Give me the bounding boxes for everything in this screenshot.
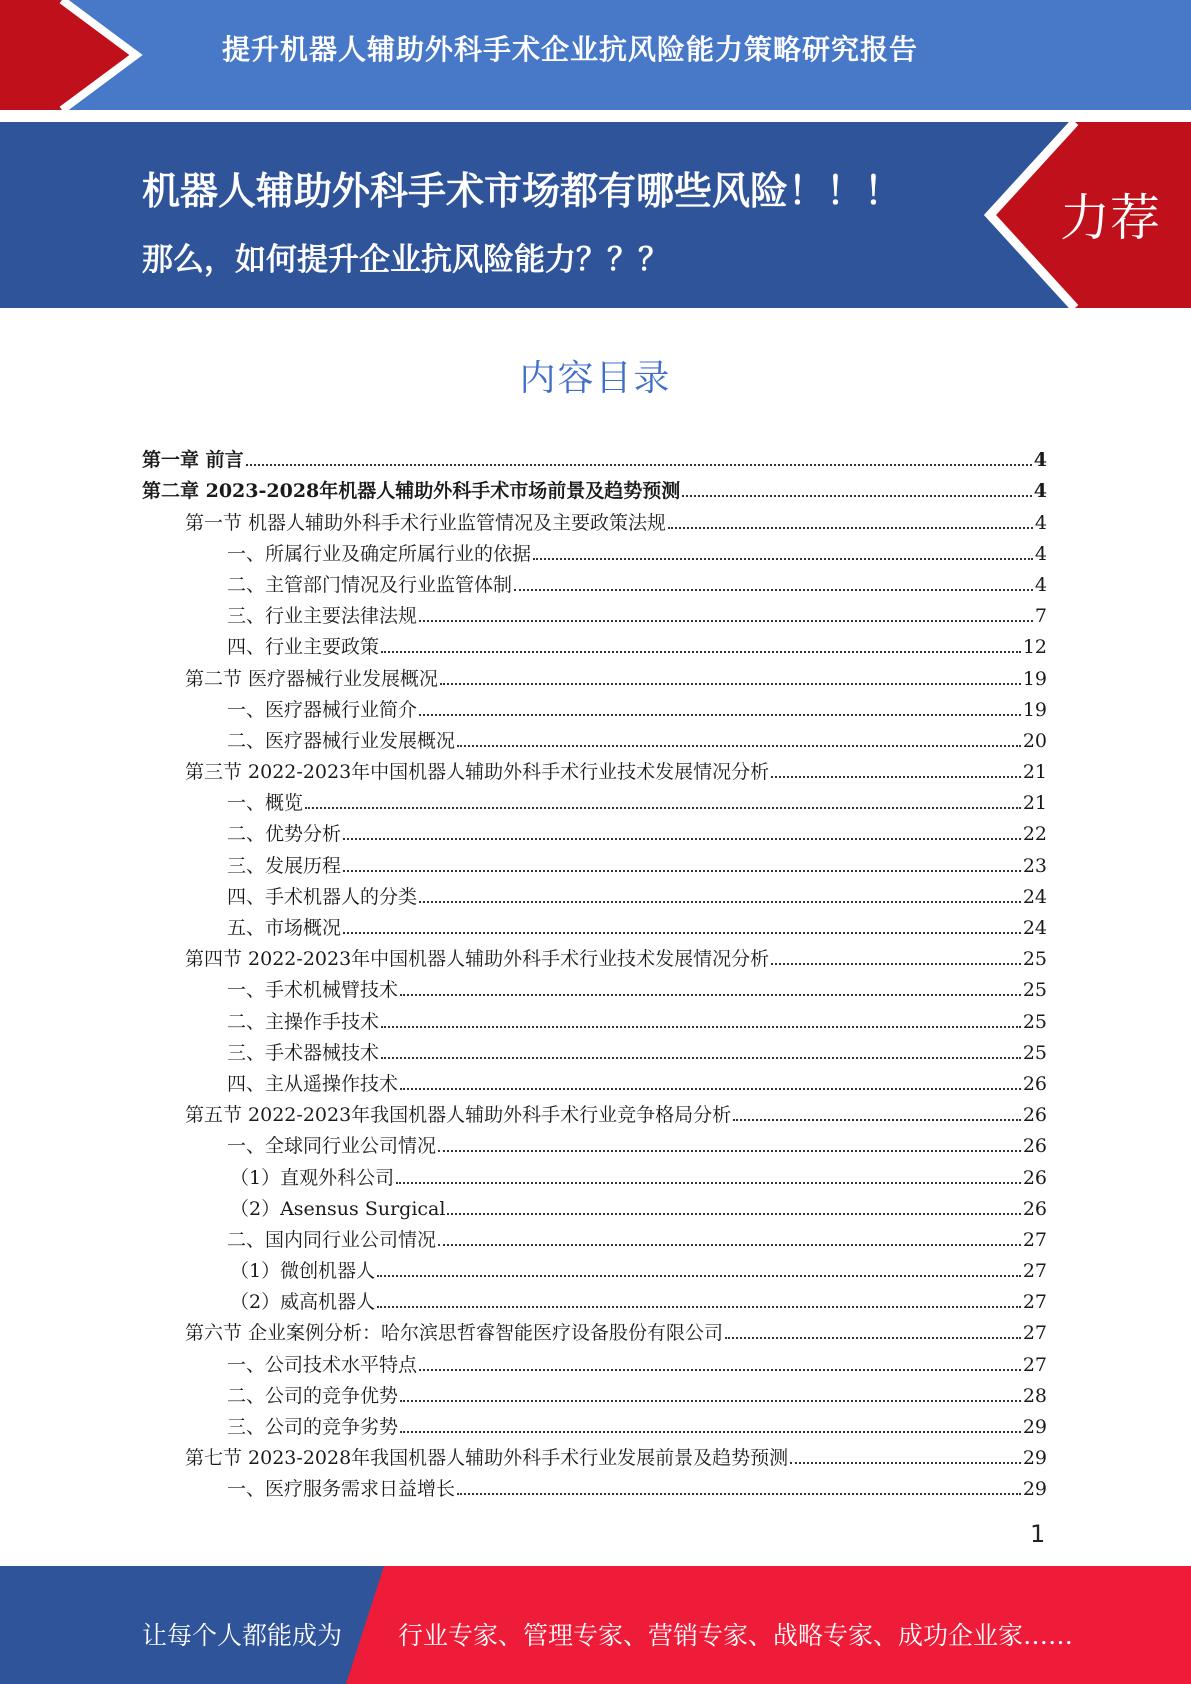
toc-entry[interactable] xyxy=(142,533,1047,564)
toc-leader-dots xyxy=(533,558,1033,560)
toc-entry[interactable] xyxy=(142,595,1047,626)
toc-entry-page: 26 xyxy=(1022,1135,1047,1158)
toc-entry-label: 二、公司的竞争优势 xyxy=(227,1384,399,1407)
toc-entry-label: 二、主操作手技术 xyxy=(227,1010,380,1033)
hero-headline: 机器人辅助外科手术市场都有哪些风险！！！ xyxy=(142,169,903,213)
toc-entry-page: 27 xyxy=(1022,1260,1047,1283)
toc-entry-page: 29 xyxy=(1022,1447,1047,1470)
toc-entry[interactable] xyxy=(142,1125,1047,1156)
toc-entry[interactable] xyxy=(142,1250,1047,1281)
toc-leader-dots xyxy=(305,807,1021,809)
toc-entry[interactable] xyxy=(142,782,1047,813)
toc-entry-page: 26 xyxy=(1022,1104,1047,1127)
toc-entry-label: 一、全球同行业公司情况 xyxy=(227,1135,437,1158)
toc-entry-label: 第四节 2022-2023年中国机器人辅助外科手术行业技术发展情况分析 xyxy=(185,948,770,971)
toc-entry[interactable] xyxy=(142,1281,1047,1312)
toc-entry-page: 29 xyxy=(1022,1478,1047,1501)
top-banner xyxy=(0,0,1191,110)
toc-entry-page: 19 xyxy=(1022,667,1047,690)
toc-entry[interactable] xyxy=(142,1343,1047,1374)
toc-leader-dots xyxy=(400,1400,1021,1402)
toc-entry-page: 4 xyxy=(1033,480,1047,503)
toc-leader-dots xyxy=(377,1306,1021,1308)
toc-leader-dots xyxy=(457,745,1021,747)
toc-entry[interactable] xyxy=(142,564,1047,595)
toc-leader-dots xyxy=(400,1431,1021,1433)
page-number: 1 xyxy=(1030,1520,1046,1548)
toc-entry-page: 25 xyxy=(1022,1041,1047,1064)
toc-leader-dots xyxy=(419,1369,1021,1371)
toc-leader-dots xyxy=(381,651,1021,653)
toc-entry-page: 4 xyxy=(1033,449,1047,472)
toc-entry-label: 第一节 机器人辅助外科手术行业监管情况及主要政策法规 xyxy=(185,511,667,534)
toc-entry-label: 二、医疗器械行业发展概况 xyxy=(227,729,456,752)
toc-entry-page: 12 xyxy=(1022,636,1047,659)
toc-entry-label: （1）微创机器人 xyxy=(230,1260,376,1283)
toc-leader-dots xyxy=(438,1244,1021,1246)
toc-entry[interactable] xyxy=(142,1032,1047,1063)
toc-leader-dots xyxy=(343,838,1021,840)
toc-leader-dots xyxy=(790,1462,1021,1464)
toc-entry[interactable] xyxy=(142,470,1047,501)
toc-entry-label: 二、主管部门情况及行业监管体制 xyxy=(227,573,513,596)
toc-entry-page: 4 xyxy=(1034,573,1047,596)
toc-leader-dots xyxy=(419,620,1033,622)
recommend-badge: 力荐 xyxy=(1060,189,1160,247)
toc-entry-label: 四、行业主要政策 xyxy=(227,636,380,659)
toc-entry-label: 第五节 2022-2023年我国机器人辅助外科手术行业竞争格局分析 xyxy=(185,1104,732,1127)
toc-entry-page: 21 xyxy=(1022,792,1047,815)
toc-entry-page: 24 xyxy=(1022,917,1047,939)
footer-banner xyxy=(0,1566,1191,1684)
toc-entry-label: 二、国内同行业公司情况 xyxy=(227,1228,437,1251)
toc-entry-page: 27 xyxy=(1022,1228,1047,1251)
toc-leader-dots xyxy=(343,932,1021,934)
toc-entry-page: 4 xyxy=(1034,511,1047,534)
toc-entry[interactable] xyxy=(142,626,1047,657)
toc-leader-dots xyxy=(514,589,1033,591)
toc-entry-page: 25 xyxy=(1022,948,1047,971)
toc-leader-dots xyxy=(771,776,1021,778)
toc-entry-page: 21 xyxy=(1022,761,1047,784)
toc-entry-page: 7 xyxy=(1034,605,1047,628)
toc-entry-label: 二、优势分析 xyxy=(227,823,342,846)
toc-entry[interactable] xyxy=(142,844,1047,875)
toc-entry[interactable] xyxy=(142,751,1047,782)
toc-entry-label: 一、医疗服务需求日益增长 xyxy=(227,1478,456,1501)
toc-entry-page: 26 xyxy=(1022,1072,1047,1095)
toc-entry-label: 五、市场概况 xyxy=(227,917,342,939)
toc-entry-label: 第六节 企业案例分析：哈尔滨思哲睿智能医疗设备股份有限公司 xyxy=(185,1322,724,1345)
toc-entry-page: 25 xyxy=(1022,1010,1047,1033)
toc-entry-page: 27 xyxy=(1022,1353,1047,1376)
toc-leader-dots xyxy=(400,1088,1021,1090)
toc-leader-dots xyxy=(381,1057,1021,1059)
table-of-contents xyxy=(142,439,1047,1499)
toc-leader-dots xyxy=(419,714,1021,716)
toc-entry-page: 26 xyxy=(1022,1166,1047,1189)
toc-leader-dots xyxy=(400,994,1021,996)
toc-entry-label: （2）Asensus Surgical xyxy=(230,1197,446,1220)
toc-leader-dots xyxy=(377,1275,1021,1277)
toc-entry[interactable] xyxy=(142,876,1047,907)
toc-entry-label: （2）威高机器人 xyxy=(230,1291,376,1314)
toc-leader-dots xyxy=(457,1493,1021,1495)
footer-slogan-right: 行业专家、管理专家、营销专家、战略专家、成功企业家…… xyxy=(398,1621,1074,1650)
toc-leader-dots xyxy=(668,527,1033,529)
toc-entry-page: 22 xyxy=(1022,823,1047,846)
toc-entry[interactable] xyxy=(142,1437,1047,1468)
toc-entry-label: 一、所属行业及确定所属行业的依据 xyxy=(227,542,532,565)
toc-entry-label: 三、发展历程 xyxy=(227,854,342,877)
toc-entry-label: 一、手术机械臂技术 xyxy=(227,979,399,1002)
toc-entry[interactable] xyxy=(142,1406,1047,1437)
toc-leader-dots xyxy=(438,1150,1021,1152)
toc-leader-dots xyxy=(447,1213,1020,1215)
toc-entry[interactable] xyxy=(142,1188,1047,1219)
toc-entry-page: 19 xyxy=(1022,698,1047,721)
toc-entry-label: 一、医疗器械行业简介 xyxy=(227,698,418,721)
toc-entry-label: 第七节 2023-2028年我国机器人辅助外科手术行业发展前景及趋势预测 xyxy=(185,1447,789,1470)
toc-entry-page: 20 xyxy=(1022,729,1047,752)
toc-entry-page: 29 xyxy=(1022,1416,1047,1438)
toc-entry[interactable] xyxy=(142,657,1047,688)
toc-entry[interactable] xyxy=(142,720,1047,751)
toc-entry-page: 4 xyxy=(1034,542,1047,565)
toc-entry[interactable] xyxy=(142,1219,1047,1250)
toc-leader-dots xyxy=(733,1119,1021,1121)
toc-entry-page: 28 xyxy=(1022,1384,1047,1407)
toc-entry-label: （1）直观外科公司 xyxy=(230,1166,395,1189)
hero-banner xyxy=(0,122,1191,308)
toc-leader-dots xyxy=(440,683,1021,685)
toc-entry-label: 三、公司的竞争劣势 xyxy=(227,1416,399,1438)
toc-entry[interactable] xyxy=(142,938,1047,969)
hero-ribbon-decoration xyxy=(0,122,1191,308)
toc-leader-dots xyxy=(381,1026,1021,1028)
toc-entry-label: 四、手术机器人的分类 xyxy=(227,885,418,908)
toc-leader-dots xyxy=(682,495,1032,497)
toc-entry-page: 24 xyxy=(1022,885,1047,908)
toc-entry[interactable] xyxy=(142,501,1047,532)
toc-entry-page: 26 xyxy=(1022,1197,1047,1220)
toc-entry-label: 第二节 医疗器械行业发展概况 xyxy=(185,667,439,690)
hero-subheadline: 那么，如何提升企业抗风险能力？？？ xyxy=(142,242,669,278)
toc-leader-dots xyxy=(246,464,1032,466)
toc-entry-label: 一、公司技术水平特点 xyxy=(227,1353,418,1376)
toc-entry-page: 27 xyxy=(1022,1322,1047,1345)
toc-entry[interactable] xyxy=(142,1156,1047,1187)
toc-entry[interactable] xyxy=(142,689,1047,720)
toc-entry[interactable] xyxy=(142,439,1047,470)
toc-entry[interactable] xyxy=(142,1094,1047,1125)
toc-entry-page: 23 xyxy=(1022,854,1047,877)
toc-entry-label: 第一章 前言 xyxy=(142,449,244,472)
toc-leader-dots xyxy=(419,901,1021,903)
toc-entry-label: 一、概览 xyxy=(227,792,304,815)
toc-entry[interactable] xyxy=(142,1375,1047,1406)
toc-entry-label: 三、手术器械技术 xyxy=(227,1041,380,1064)
toc-entry-label: 三、行业主要法律法规 xyxy=(227,605,418,628)
report-title: 提升机器人辅助外科手术企业抗风险能力策略研究报告 xyxy=(222,33,919,66)
toc-entry[interactable] xyxy=(142,1468,1047,1499)
toc-entry-label: 第三节 2022-2023年中国机器人辅助外科手术行业技术发展情况分析 xyxy=(185,761,770,784)
toc-entry[interactable] xyxy=(142,907,1047,938)
toc-entry[interactable] xyxy=(142,1000,1047,1031)
toc-title: 内容目录 xyxy=(519,358,672,399)
toc-entry-page: 25 xyxy=(1022,979,1047,1002)
toc-entry-label: 第二章 2023-2028年机器人辅助外科手术市场前景及趋势预测 xyxy=(142,480,681,503)
toc-entry[interactable] xyxy=(142,813,1047,844)
toc-leader-dots xyxy=(396,1182,1021,1184)
toc-leader-dots xyxy=(343,870,1021,872)
toc-entry[interactable] xyxy=(142,1063,1047,1094)
toc-entry-page: 27 xyxy=(1022,1291,1047,1314)
toc-leader-dots xyxy=(771,963,1021,965)
toc-entry[interactable] xyxy=(142,969,1047,1000)
toc-entry[interactable] xyxy=(142,1312,1047,1343)
toc-entry-label: 四、主从遥操作技术 xyxy=(227,1072,399,1095)
toc-leader-dots xyxy=(725,1337,1021,1339)
footer-slogan-left: 让每个人都能成为 xyxy=(142,1621,343,1650)
